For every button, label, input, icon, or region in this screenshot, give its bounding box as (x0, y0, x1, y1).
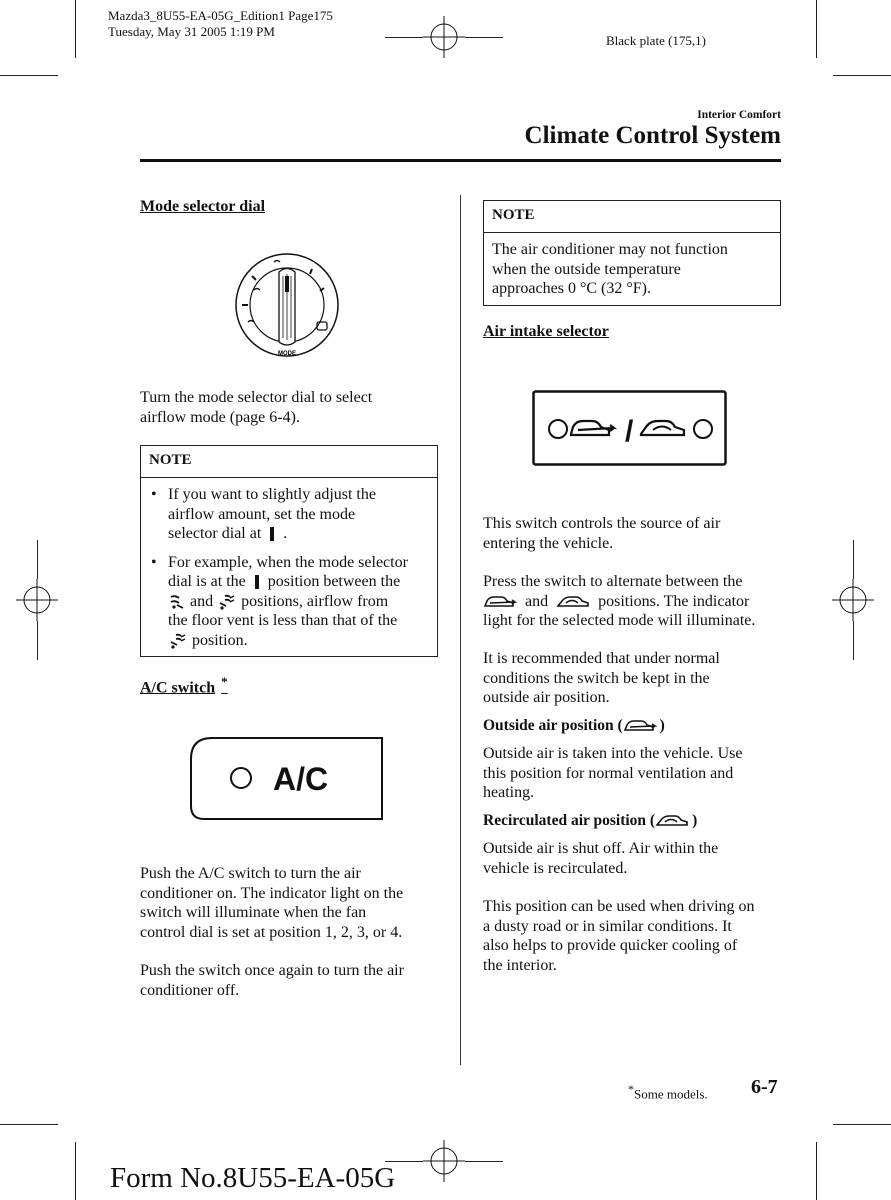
outside-text-line: heating. (483, 784, 535, 801)
floor-defrost-icon (168, 633, 188, 649)
intake-text-line: light for the selected mode will illuminate. (483, 612, 756, 629)
crop-mark (833, 1124, 891, 1125)
recirculated-air-icon (655, 813, 689, 829)
intake-text-line: entering the vehicle. (483, 534, 614, 552)
black-plate-label: Black plate (175,1) (606, 33, 706, 48)
ac-text-line: conditioner on. The indicator light on the (140, 884, 404, 902)
crop-mark (385, 37, 423, 38)
ac-text-line: conditioner off. (140, 981, 240, 999)
registration-crosshair-icon (16, 579, 58, 621)
ac-description (140, 864, 403, 942)
note-text: position. (192, 631, 248, 649)
ac-description-2 (140, 961, 404, 1000)
intake-paragraph-3 (483, 649, 720, 708)
note-line: approaches 0 °C (32 °F). (492, 280, 651, 297)
recirc-heading-text: ) (692, 812, 698, 829)
outside-text-line: Outside air is taken into the vehicle. Use (483, 745, 743, 762)
plate-info (108, 8, 333, 40)
intake-paragraph-4 (483, 897, 755, 975)
ac-switch-heading (140, 674, 228, 697)
intake-text-line: outside air position. (483, 689, 610, 706)
outside-air-description (483, 744, 742, 803)
air-intake-heading: Air intake selector (483, 323, 609, 340)
intake-text-line: This position can be used when driving on (483, 898, 755, 915)
crop-mark (853, 621, 854, 660)
note-line (168, 631, 429, 651)
form-number: Form No.8U55-EA-05G (110, 1162, 396, 1194)
note-line: If you want to slightly adjust the (168, 486, 376, 503)
crop-mark (75, 0, 76, 58)
crop-mark (37, 621, 38, 660)
note-box-mode (140, 445, 438, 657)
mode-selector-heading: Mode selector dial (140, 198, 266, 215)
intake-text-line: also helps to provide quicker cooling of (483, 937, 738, 954)
mode-text-line: airflow mode (page 6-4). (140, 408, 300, 426)
note-line: The air conditioner may not function (492, 241, 728, 258)
mid-position-bar-icon (250, 574, 264, 590)
intake-text-line (483, 592, 755, 612)
note-line: when the outside temperature (492, 260, 681, 278)
ac-text-line: switch will illuminate when the fan (140, 904, 367, 921)
ac-text-line: control dial is set at position 1, 2, 3, or 4. (140, 923, 403, 941)
crop-mark (0, 75, 58, 76)
outside-air-icon (483, 594, 517, 610)
mode-description (140, 388, 372, 427)
recirculated-air-icon (556, 594, 590, 610)
note-bullet (149, 553, 429, 651)
dial-mode-label: MODE (278, 351, 296, 357)
outside-heading-text: Outside air position ( (483, 717, 623, 734)
note-line (168, 524, 429, 544)
outside-text-line: this position for normal ventilation and (483, 764, 734, 782)
title-rule (140, 159, 781, 162)
page-title: Climate Control System (524, 122, 781, 149)
air-intake-selector-illustration (532, 390, 727, 466)
ac-text-line: Push the switch once again to turn the air (140, 962, 404, 979)
crop-mark (833, 75, 891, 76)
crop-mark (816, 0, 817, 58)
note-body (484, 233, 780, 306)
intake-text-line: the interior. (483, 956, 557, 974)
column-divider (460, 195, 461, 1065)
note-text: and (190, 592, 214, 610)
footnote-text: Some models. (634, 1086, 708, 1102)
intake-text-line: This switch controls the source of air (483, 515, 721, 532)
asterisk-mark: * (628, 1082, 634, 1096)
registration-crosshair-icon (423, 1140, 465, 1182)
intake-slash: / (625, 415, 634, 448)
crop-mark (0, 1124, 58, 1125)
note-line (168, 592, 429, 612)
intake-text-line: It is recommended that under normal (483, 650, 720, 667)
recirc-text-line: vehicle is recirculated. (483, 859, 628, 877)
crop-mark (853, 540, 854, 579)
note-heading: NOTE (484, 201, 780, 233)
intake-paragraph-2 (483, 572, 755, 631)
intake-paragraph-1 (483, 514, 720, 553)
recirculated-air-heading (483, 812, 697, 830)
mode-text-line: Turn the mode selector dial to select (140, 389, 373, 406)
registration-crosshair-icon (423, 16, 465, 58)
intake-text-line: conditions the switch be kept in the (483, 669, 710, 687)
intake-text-line: a dusty road or in similar conditions. It (483, 917, 732, 935)
crop-mark (465, 37, 503, 38)
mode-selector-dial-icon (234, 252, 340, 358)
bullet-dot: • (151, 553, 157, 571)
ac-switch-label: A/C (273, 761, 329, 797)
note-line: the floor vent is less than that of the (168, 612, 398, 629)
note-line: For example, when the mode selector (168, 553, 408, 571)
ac-text-line: Push the A/C switch to turn the air (140, 865, 361, 882)
footnote (628, 1082, 708, 1102)
note-text: . (283, 525, 288, 542)
recirc-heading-text: Recirculated air position ( (483, 812, 656, 829)
note-body (141, 478, 437, 666)
recirc-text-line: Outside air is shut off. Air within the (483, 840, 719, 857)
recirculated-air-description (483, 839, 718, 878)
crop-mark (37, 540, 38, 579)
outside-heading-text: ) (659, 717, 665, 734)
note-box-ac (483, 200, 781, 306)
bullet-dot: • (151, 486, 157, 503)
crop-mark (75, 1142, 76, 1200)
plate-file-line: Mazda3_8U55-EA-05G_Edition1 Page175 (108, 8, 333, 23)
crop-mark (816, 1142, 817, 1200)
plate-date-line: Tuesday, May 31 2005 1:19 PM (108, 24, 275, 39)
floor-defrost-icon (217, 594, 237, 610)
intake-text: and (525, 592, 549, 610)
crop-mark (465, 1161, 503, 1162)
mid-position-bar-icon (265, 526, 279, 542)
note-text: position between the (267, 573, 401, 590)
note-text: selector dial at (168, 525, 262, 542)
asterisk-mark: * (221, 674, 228, 689)
note-text: positions, airflow from (241, 592, 389, 610)
ac-switch-illustration (190, 737, 384, 821)
outside-air-heading (483, 717, 665, 735)
note-heading: NOTE (141, 446, 437, 478)
intake-text: positions. The indicator (598, 592, 750, 610)
registration-crosshair-icon (832, 579, 874, 621)
note-bullet (149, 485, 429, 544)
section-label: Interior Comfort (697, 109, 781, 121)
page-number: 6-7 (751, 1076, 778, 1098)
floor-vent-icon (168, 594, 186, 610)
note-line (168, 572, 429, 592)
outside-air-icon (623, 718, 657, 734)
note-text: dial is at the (168, 573, 246, 590)
ac-heading-text: A/C switch (140, 679, 216, 697)
intake-text-line: Press the switch to alternate between the (483, 573, 743, 590)
note-line: airflow amount, set the mode (168, 505, 356, 523)
